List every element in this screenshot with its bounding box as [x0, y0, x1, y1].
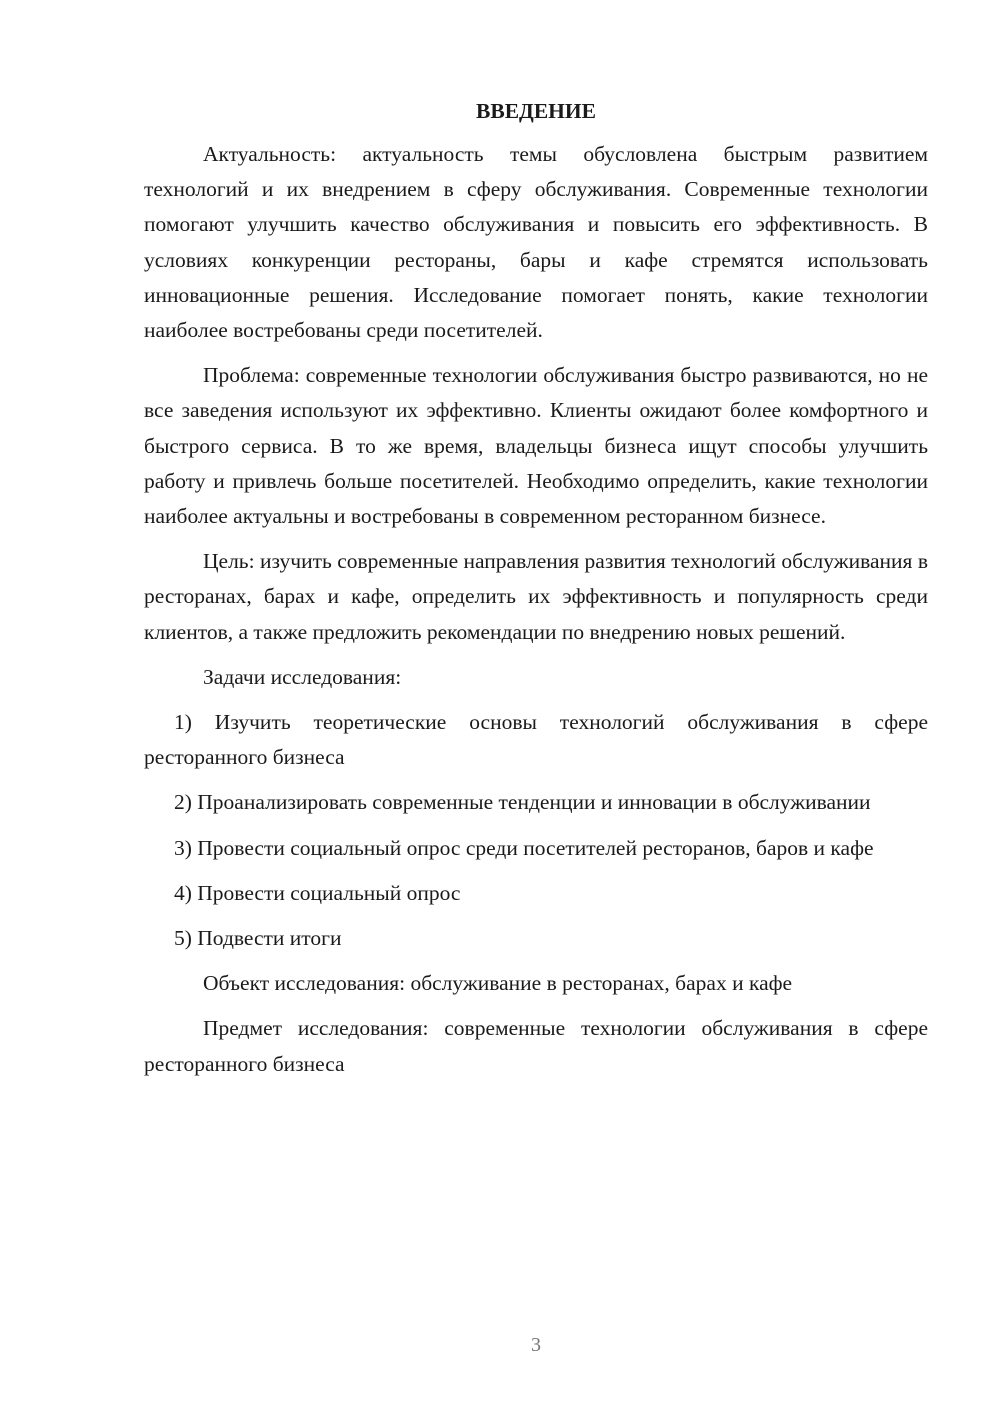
task-item-5: 5) Подвести итоги — [174, 926, 342, 951]
problem-paragraph: Проблема: современные технологии обслуживания быстро развиваются, но не все заведения используют их эффективно. Клиенты ожидают более комфортного и быстрого сервиса. В то же время, владельцы бизнеса ищут способы улучшить работу и привлечь больше посетителей. Необходимо определить, какие технологии наиболее актуальны и востребованы в современном ресторанном бизнесе. — [144, 363, 928, 529]
task-item-4: 4) Провести социальный опрос — [174, 880, 461, 905]
tasks-intro: Задачи исследования: — [203, 664, 402, 689]
relevance-paragraph: Актуальность: актуальность темы обусловлена быстрым развитием технологий и их внедрением в сферу обслуживания. Современные технологии помогают улучшить качество обслуживания и повысить его эффективность. В условиях конкуренции рестораны, бары и кафе стремятся использовать инновационные решения. Исследование помогает понять, какие технологии наиболее востребованы среди посетителей. — [144, 142, 928, 343]
page-number: 3 — [531, 1334, 541, 1356]
task-item-2: 2) Проанализировать современные тенденции и инновации в обслуживании — [174, 790, 871, 815]
task-item-1: 1) Изучить теоретические основы технологий обслуживания в сфере ресторанного бизнеса — [144, 710, 928, 770]
object-paragraph: Объект исследования: обслуживание в ресторанах, барах и кафе — [203, 971, 793, 996]
subject-paragraph: Предмет исследования: современные технологии обслуживания в сфере ресторанного бизнеса — [144, 1016, 928, 1076]
goal-paragraph: Цель: изучить современные направления развития технологий обслуживания в ресторанах, барах и кафе, определить их эффективность и популярность среди клиентов, а также предложить рекомендации по внедрению новых решений. — [144, 549, 928, 644]
page-content — [144, 95, 928, 1092]
task-item-3: 3) Провести социальный опрос среди посетителей ресторанов, баров и кафе — [174, 835, 874, 860]
section-heading: ВВЕДЕНИЕ — [476, 99, 596, 123]
